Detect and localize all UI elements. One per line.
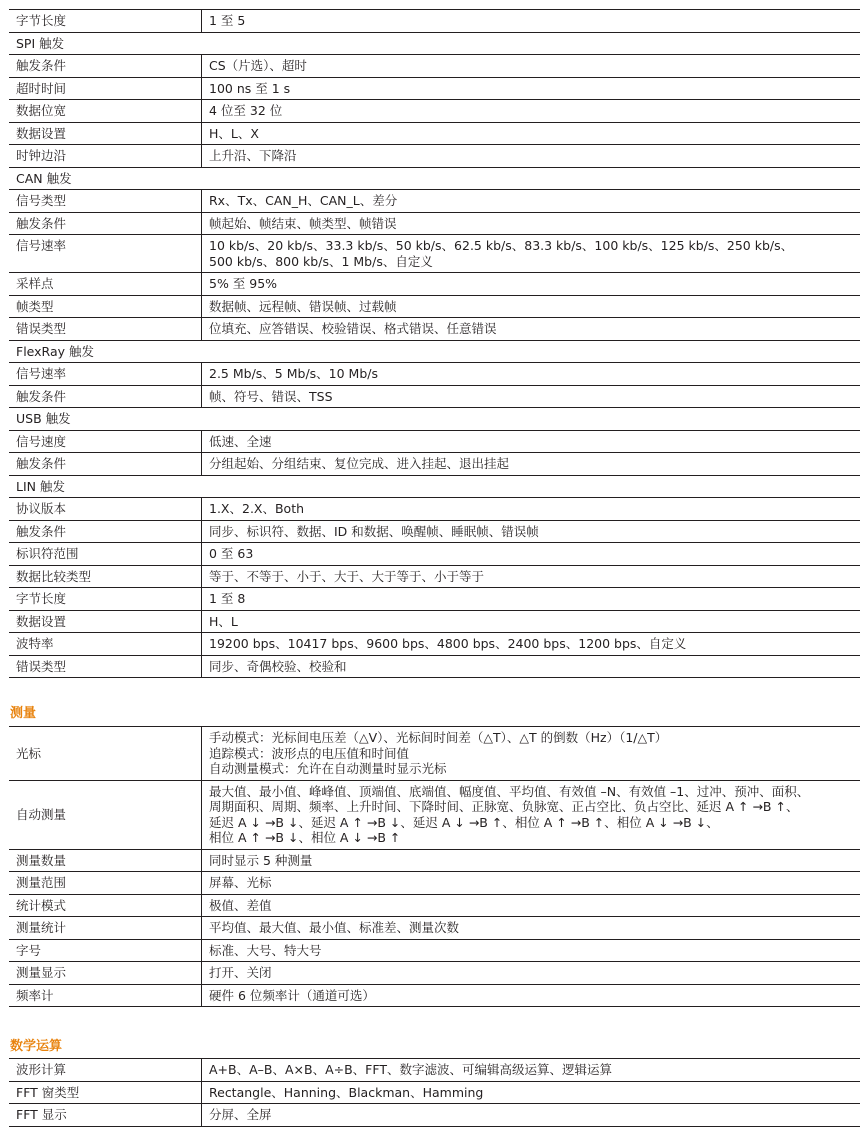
- spec-value: 最大值、最小值、峰峰值、顶端值、底端值、幅度值、平均值、有效值 –N、有效值 –1、过冲、预冲、面积、 周期面积、周期、频率、上升时间、下降时间、正脉宽、负脉宽、正占空比、负占空比、延迟 A ↑ →B ↑、 延迟 A ↓ →B ↓、延迟 A ↑ →B ↓、延迟 A ↓ →B ↑、相位 A ↑ →B ↑、相位 A ↓ →B ↓、 相位 A ↑ →B ↓、相位 A ↓ →B ↑: [202, 780, 861, 849]
- math-spec-table: [9, 1058, 860, 1127]
- spec-label: 数据设置: [9, 610, 202, 633]
- spec-row: [9, 212, 860, 235]
- spec-label: 协议版本: [9, 498, 202, 521]
- spec-row: [9, 10, 860, 33]
- section-label: LIN 触发: [9, 475, 860, 498]
- spec-value: 等于、不等于、小于、大于、大于等于、小于等于: [202, 565, 861, 588]
- spec-row: [9, 145, 860, 168]
- section-row: [9, 475, 860, 498]
- spec-row: [9, 1104, 860, 1127]
- spec-value: 打开、关闭: [202, 962, 861, 985]
- spec-row: [9, 318, 860, 341]
- spec-value: A+B、A–B、A×B、A÷B、FFT、数字滤波、可编辑高级运算、逻辑运算: [202, 1059, 861, 1082]
- spec-label: 信号速度: [9, 430, 202, 453]
- spec-label: 光标: [9, 727, 202, 781]
- spec-row: [9, 984, 860, 1007]
- spec-label: 时钟边沿: [9, 145, 202, 168]
- spec-value: 数据帧、远程帧、错误帧、过载帧: [202, 295, 861, 318]
- spec-value: 同步、奇偶校验、校验和: [202, 655, 861, 678]
- spec-label: 标识符范围: [9, 543, 202, 566]
- spec-row: [9, 727, 860, 781]
- spec-row: [9, 655, 860, 678]
- spec-row: [9, 453, 860, 476]
- section-row: [9, 32, 860, 55]
- spec-row: [9, 498, 860, 521]
- spec-label: 数据比较类型: [9, 565, 202, 588]
- spec-value: 同时显示 5 种测量: [202, 849, 861, 872]
- spec-label: 测量数量: [9, 849, 202, 872]
- spec-label: 统计模式: [9, 894, 202, 917]
- spec-row: [9, 190, 860, 213]
- spec-label: 字节长度: [9, 10, 202, 33]
- section-label: CAN 触发: [9, 167, 860, 190]
- spec-label: FFT 窗类型: [9, 1081, 202, 1104]
- spec-row: [9, 295, 860, 318]
- spec-value: 19200 bps、10417 bps、9600 bps、4800 bps、2400 bps、1200 bps、自定义: [202, 633, 861, 656]
- spec-row: [9, 1059, 860, 1082]
- spec-label: 触发条件: [9, 520, 202, 543]
- spec-row: [9, 235, 860, 273]
- spec-label: 触发条件: [9, 453, 202, 476]
- spec-row: [9, 100, 860, 123]
- spec-value: 分组起始、分组结束、复位完成、进入挂起、退出挂起: [202, 453, 861, 476]
- spec-value: 硬件 6 位频率计（通道可选）: [202, 984, 861, 1007]
- spec-value: 4 位至 32 位: [202, 100, 861, 123]
- spec-value: 0 至 63: [202, 543, 861, 566]
- section-heading-measurement: 测量: [10, 706, 37, 721]
- spec-label: 测量显示: [9, 962, 202, 985]
- spec-row: [9, 363, 860, 386]
- section-heading-math: 数学运算: [10, 1039, 63, 1054]
- spec-value: 极值、差值: [202, 894, 861, 917]
- spec-value: 1 至 5: [202, 10, 861, 33]
- spec-label: 波形计算: [9, 1059, 202, 1082]
- spec-value: 分屏、全屏: [202, 1104, 861, 1127]
- spec-row: [9, 780, 860, 849]
- measurement-spec-table: [9, 726, 860, 1007]
- spec-label: 波特率: [9, 633, 202, 656]
- spec-row: [9, 872, 860, 895]
- section-label: SPI 触发: [9, 32, 860, 55]
- spec-label: FFT 显示: [9, 1104, 202, 1127]
- spec-label: 数据设置: [9, 122, 202, 145]
- spec-value: H、L、X: [202, 122, 861, 145]
- spec-row: [9, 962, 860, 985]
- spec-label: 信号速率: [9, 235, 202, 273]
- spec-row: [9, 122, 860, 145]
- spec-value: 低速、全速: [202, 430, 861, 453]
- section-label: USB 触发: [9, 408, 860, 431]
- spec-row: [9, 430, 860, 453]
- spec-row: [9, 385, 860, 408]
- spec-label: 采样点: [9, 273, 202, 296]
- spec-value: 屏幕、光标: [202, 872, 861, 895]
- section-row: [9, 340, 860, 363]
- spec-label: 信号速率: [9, 363, 202, 386]
- spec-row: [9, 565, 860, 588]
- spec-value: 5% 至 95%: [202, 273, 861, 296]
- spec-row: [9, 520, 860, 543]
- spec-label: 测量统计: [9, 917, 202, 940]
- spec-label: 帧类型: [9, 295, 202, 318]
- spec-label: 频率计: [9, 984, 202, 1007]
- spec-value: 100 ns 至 1 s: [202, 77, 861, 100]
- spec-row: [9, 633, 860, 656]
- spec-row: [9, 543, 860, 566]
- spec-label: 数据位宽: [9, 100, 202, 123]
- spec-row: [9, 610, 860, 633]
- spec-value: H、L: [202, 610, 861, 633]
- trigger-spec-table: [9, 9, 860, 678]
- spec-value: Rectangle、Hanning、Blackman、Hamming: [202, 1081, 861, 1104]
- spec-value: 上升沿、下降沿: [202, 145, 861, 168]
- spec-value: 帧、符号、错误、TSS: [202, 385, 861, 408]
- spec-label: 触发条件: [9, 55, 202, 78]
- spec-value: 位填充、应答错误、校验错误、格式错误、任意错误: [202, 318, 861, 341]
- spec-row: [9, 939, 860, 962]
- spec-label: 触发条件: [9, 385, 202, 408]
- section-label: FlexRay 触发: [9, 340, 860, 363]
- spec-label: 错误类型: [9, 655, 202, 678]
- spec-label: 字节长度: [9, 588, 202, 611]
- spec-label: 信号类型: [9, 190, 202, 213]
- spec-value: 同步、标识符、数据、ID 和数据、唤醒帧、睡眠帧、错误帧: [202, 520, 861, 543]
- spec-row: [9, 588, 860, 611]
- spec-row: [9, 1081, 860, 1104]
- spec-label: 超时时间: [9, 77, 202, 100]
- spec-value: 2.5 Mb/s、5 Mb/s、10 Mb/s: [202, 363, 861, 386]
- spec-label: 错误类型: [9, 318, 202, 341]
- spec-value: 帧起始、帧结束、帧类型、帧错误: [202, 212, 861, 235]
- spec-value: 手动模式：光标间电压差（△V）、光标间时间差（△T）、△T 的倒数（Hz）（1/△T） 追踪模式：波形点的电压值和时间值 自动测量模式：允许在自动测量时显示光标: [202, 727, 861, 781]
- spec-label: 测量范围: [9, 872, 202, 895]
- spec-row: [9, 55, 860, 78]
- spec-label: 自动测量: [9, 780, 202, 849]
- spec-row: [9, 77, 860, 100]
- spec-value: CS（片选）、超时: [202, 55, 861, 78]
- spec-row: [9, 273, 860, 296]
- spec-row: [9, 894, 860, 917]
- spec-value: 标准、大号、特大号: [202, 939, 861, 962]
- spec-row: [9, 917, 860, 940]
- spec-value: 1 至 8: [202, 588, 861, 611]
- spec-label: 字号: [9, 939, 202, 962]
- spec-value: 10 kb/s、20 kb/s、33.3 kb/s、50 kb/s、62.5 kb/s、83.3 kb/s、100 kb/s、125 kb/s、250 kb/s、 500 kb/s、800 kb/s、1 Mb/s、自定义: [202, 235, 861, 273]
- spec-value: 1.X、2.X、Both: [202, 498, 861, 521]
- spec-value: Rx、Tx、CAN_H、CAN_L、差分: [202, 190, 861, 213]
- section-row: [9, 408, 860, 431]
- section-row: [9, 167, 860, 190]
- spec-label: 触发条件: [9, 212, 202, 235]
- spec-row: [9, 849, 860, 872]
- spec-value: 平均值、最大值、最小值、标准差、测量次数: [202, 917, 861, 940]
